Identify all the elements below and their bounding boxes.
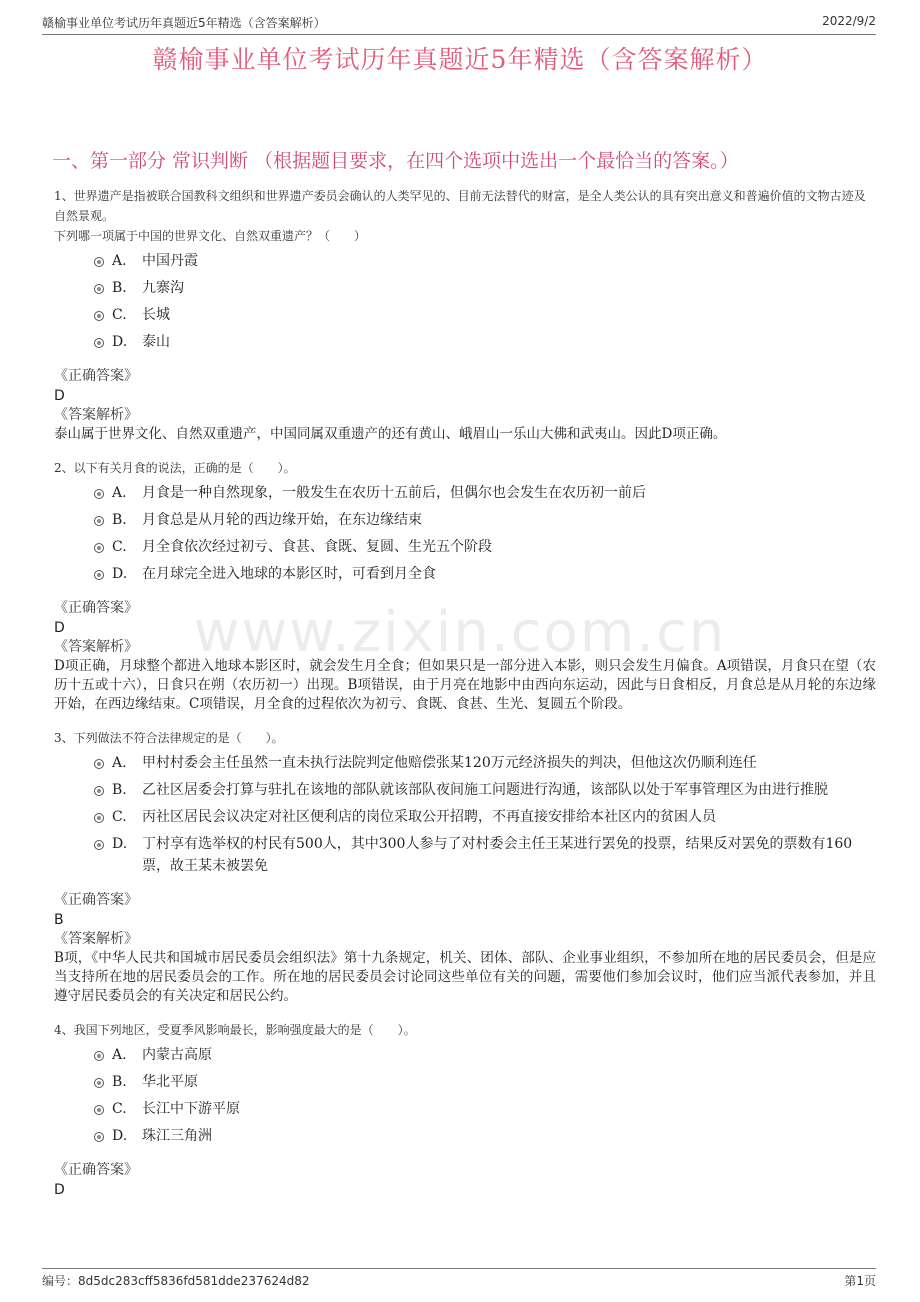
option-d[interactable] [94,1125,876,1147]
option-text: 长江中下游平原 [142,1101,240,1117]
option-a[interactable] [94,752,876,774]
serial-label: 编号： [42,1274,79,1288]
option-text: 中国丹霞 [142,253,198,269]
option-list [94,1044,876,1147]
option-d[interactable] [94,563,876,585]
answer-label: 《正确答案》 [54,600,138,616]
watermark: www.zixin.com.cn [193,600,727,665]
option-text: 泰山 [142,334,170,350]
option-letter: C. [112,307,127,323]
option-text: 月食是一种自然现象，一般发生在农历十五前后，但偶尔也会发生在农历初一前后 [142,485,646,501]
option-text: 甲村村委会主任虽然一直未执行法院判定他赔偿张某120万元经济损失的判决，但他这次仍顺利连任 [142,755,757,771]
radio-icon[interactable] [94,759,104,769]
option-letter: B. [112,1074,127,1090]
radio-icon[interactable] [94,516,104,526]
option-text: 内蒙古高原 [142,1047,212,1063]
question-2 [54,458,876,714]
explanation-label: 《答案解析》 [54,639,138,655]
question-list [54,186,876,1214]
question-stem: 1、世界遗产是指被联合国教科文组织和世界遗产委员会确认的人类罕见的、目前无法替代的财富，是全人类公认的具有突出意义和普遍价值的文物古迹及自然景观。 [54,189,866,223]
footer-serial [42,1272,309,1289]
answer-label: 《正确答案》 [54,1162,138,1178]
option-c[interactable] [94,304,876,326]
option-letter: B. [112,280,127,296]
radio-icon[interactable] [94,840,104,850]
option-letter: C. [112,1101,127,1117]
option-letter: A. [112,253,127,269]
radio-icon[interactable] [94,284,104,294]
option-letter: B. [112,782,127,798]
option-text: 珠江三角洲 [142,1128,212,1144]
question-stem: 3、下列做法不符合法律规定的是（ ）。 [54,731,284,745]
option-text: 乙社区居委会打算与驻扎在该地的部队就该部队夜间施工问题进行沟通，该部队以处于军事管理区为由进行推脱 [142,782,828,798]
option-list [94,482,876,585]
radio-icon[interactable] [94,1105,104,1115]
answer-value: D [54,620,65,636]
option-letter: D. [112,334,128,350]
radio-icon[interactable] [94,257,104,267]
option-letter: C. [112,539,127,555]
option-text: 月全食依次经过初亏、食甚、食既、复圆、生光五个阶段 [142,539,492,555]
radio-icon[interactable] [94,489,104,499]
option-d[interactable] [94,331,876,353]
option-text: 丙社区居民会议决定对社区便利店的岗位采取公开招聘，不再直接安排给本社区内的贫困人员 [142,809,716,825]
option-letter: D. [112,836,128,852]
option-letter: D. [112,566,128,582]
option-text: 月食总是从月轮的西边缘开始，在东边缘结束 [142,512,422,528]
answer-value: D [54,1182,65,1198]
option-list [94,250,876,353]
document-title: 赣榆事业单位考试历年真题近5年精选（含答案解析） [152,45,768,74]
question-4 [54,1020,876,1200]
option-b[interactable] [94,277,876,299]
explanation-label: 《答案解析》 [54,407,138,423]
option-letter: D. [112,1128,128,1144]
radio-icon[interactable] [94,1078,104,1088]
answer-value: D [54,388,65,404]
header-date: 2022/9/2 [822,14,876,28]
question-1 [54,186,876,444]
answer-label: 《正确答案》 [54,368,138,384]
section-heading: 一、第一部分 常识判断 （根据题目要求，在四个选项中选出一个最恰当的答案。） [52,150,739,172]
radio-icon[interactable] [94,1132,104,1142]
radio-icon[interactable] [94,786,104,796]
option-d[interactable] [94,833,876,877]
option-letter: C. [112,809,127,825]
option-letter: B. [112,512,127,528]
radio-icon[interactable] [94,311,104,321]
answer-label: 《正确答案》 [54,892,138,908]
explanation-label: 《答案解析》 [54,931,138,947]
explanation-text: D项正确，月球整个都进入地球本影区时，就会发生月全食；但如果只是一部分进入本影，则只会发生月偏食。A项错误，月食只在望（农历十五或十六），日食只在朔（农历初一）出现。B项错误，由于月亮在地影中由西向东运动，因此与日食相反，月食总是从月轮的东边缘开始，在西边缘结束。C项错误，月全食的过程依次为初亏、食既、食甚、生光、复圆五个阶段。 [54,658,876,712]
option-b[interactable] [94,1071,876,1093]
option-text: 华北平原 [142,1074,198,1090]
explanation-text: 泰山属于世界文化、自然双重遗产，中国同属双重遗产的还有黄山、峨眉山一乐山大佛和武夷山。因此D项正确。 [54,426,727,442]
question-stem: 4、我国下列地区，受夏季风影响最长，影响强度最大的是（ ）。 [54,1023,416,1037]
serial-number: 8d5dc283cff5836fd581dde237624d82 [78,1274,310,1288]
radio-icon[interactable] [94,338,104,348]
option-b[interactable] [94,779,876,801]
header-doc-name: 赣榆事业单位考试历年真题近5年精选（含答案解析） [42,16,326,30]
option-list [94,752,876,877]
option-c[interactable] [94,536,876,558]
page-footer [42,1268,876,1289]
option-letter: A. [112,485,127,501]
radio-icon[interactable] [94,1051,104,1061]
explanation-text: B项，《中华人民共和国城市居民委员会组织法》第十九条规定，机关、团体、部队、企业事业组织，不参加所在地的居民委员会，但是应当支持所在地的居民委员会的工作。所在地的居民委员会讨论同这些单位有关的问题，需要他们参加会议时，他们应当派代表参加，并且遵守居民委员会的有关决定和居民公约。 [54,950,876,1004]
option-text: 在月球完全进入地球的本影区时，可看到月全食 [142,566,436,582]
question-3 [54,728,876,1006]
page-number: 第1页 [844,1274,876,1288]
question-stem: 2、以下有关月食的说法，正确的是（ ）。 [54,461,296,475]
radio-icon[interactable] [94,570,104,580]
option-a[interactable] [94,250,876,272]
radio-icon[interactable] [94,543,104,553]
option-c[interactable] [94,1098,876,1120]
option-b[interactable] [94,509,876,531]
option-letter: A. [112,755,127,771]
option-text: 九寨沟 [142,280,184,296]
option-a[interactable] [94,1044,876,1066]
page-header [42,12,876,35]
option-a[interactable] [94,482,876,504]
option-c[interactable] [94,806,876,828]
option-letter: A. [112,1047,127,1063]
answer-value: B [54,912,64,928]
option-text: 长城 [142,307,170,323]
option-text: 丁村享有选举权的村民有500人，其中300人参与了对村委会主任王某进行罢免的投票，结果反对罢免的票数有160票，故王某未被罢免 [142,836,853,874]
radio-icon[interactable] [94,813,104,823]
question-prompt: 下列哪一项属于中国的世界文化、自然双重遗产？（ ） [54,229,367,243]
